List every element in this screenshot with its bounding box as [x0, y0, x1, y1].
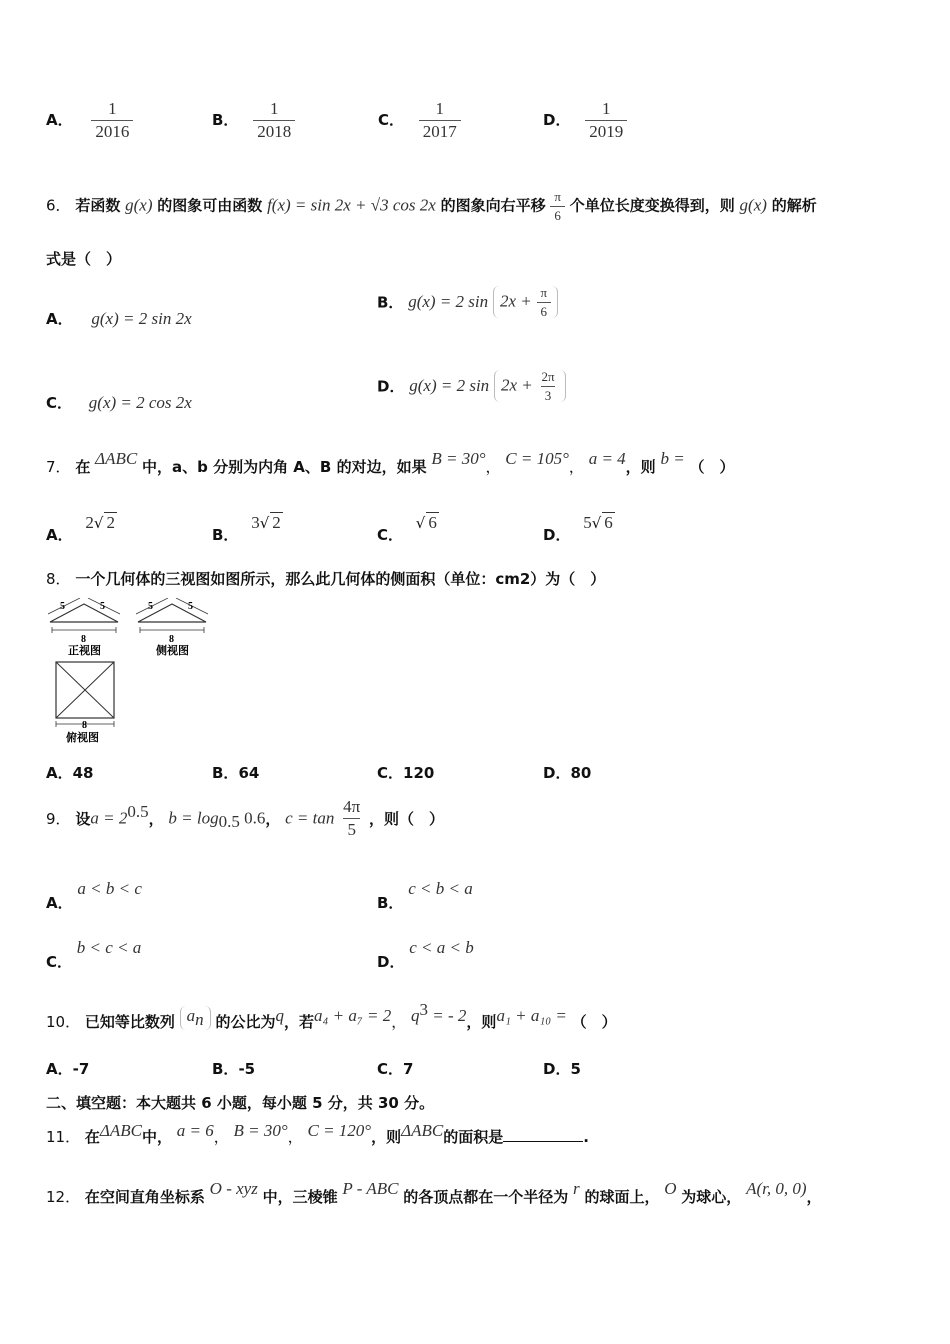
option-value: 7 [403, 1060, 414, 1078]
option-letter: C． [378, 110, 405, 129]
math-seq: a [186, 1006, 196, 1025]
math-g: g(x) [125, 195, 153, 215]
numerator: π [554, 189, 561, 204]
q8-option-a [46, 762, 93, 783]
dim-label: 5 [188, 601, 193, 612]
fraction [585, 100, 627, 141]
numerator: 4π [343, 797, 361, 816]
math-point-a: A(r, 0, 0) [746, 1179, 807, 1198]
front-view [48, 598, 120, 657]
sequence-brace [180, 1006, 211, 1030]
math-a: a = 2 [90, 808, 128, 828]
q6-stem-line2: 式是（ ） [46, 250, 122, 268]
log-base: 0.5 [218, 811, 240, 831]
q10-option-a [46, 1058, 89, 1079]
q7-option-a: A． 2√ 2 [46, 513, 115, 544]
q7-option-b: B． 3√ 2 [212, 513, 281, 544]
q10-option-b [212, 1058, 255, 1079]
math-radius: r [573, 1179, 580, 1198]
q6-option-a [46, 308, 192, 329]
option-value: 64 [238, 764, 260, 782]
stem-text: 的公比为 [215, 1013, 276, 1031]
answer-blank[interactable] [503, 1127, 583, 1142]
parenthesis [493, 286, 558, 318]
log-arg: 0.6 [239, 808, 266, 828]
stem-text: 的各顶点都在一个半径为 [403, 1188, 569, 1206]
q8-option-c [377, 762, 434, 783]
q5-option-c [378, 100, 461, 141]
math-coordinate-system: O - xyz [209, 1179, 258, 1198]
fraction [253, 100, 295, 141]
q10-option-d [543, 1058, 581, 1079]
option-expression: a < b < c [77, 879, 142, 898]
option-expression: g(x) = 2 sin [408, 292, 489, 312]
radicand: 6 [428, 513, 437, 532]
stem-text: 在空间直角坐标系 [84, 1188, 205, 1206]
math-q: q [275, 1006, 284, 1025]
option-letter: C． [377, 764, 404, 782]
q8-option-d [543, 762, 591, 783]
q9-option-b [377, 878, 473, 912]
stem-text: 个单位长度变换得到，则 [569, 196, 735, 215]
math-g: g(x) [739, 195, 767, 215]
math-triangle: ΔABC [401, 1121, 444, 1140]
stem-text: 在 [84, 1128, 100, 1146]
math-side-b: b = [660, 449, 685, 468]
fraction [537, 286, 552, 318]
denominator: 2017 [419, 120, 461, 141]
stem-text: 的球面上， [584, 1188, 660, 1206]
denominator: 6 [537, 302, 552, 319]
stem-text: 的解析 [771, 196, 817, 215]
q5-option-d [543, 100, 627, 141]
question-number: 11． [46, 1128, 81, 1146]
option-letter: B． [212, 764, 239, 782]
q6-option-c [46, 392, 192, 413]
stem-text: 设 [75, 809, 91, 828]
question-number: 8． [46, 570, 71, 588]
option-letter: C． [377, 1060, 404, 1078]
q9-option-d [377, 937, 474, 971]
q5-option-b [212, 100, 295, 141]
stem-text: 的图象可由函数 [157, 196, 263, 215]
coefficient: 3 [251, 513, 260, 532]
math-c: c = tan [285, 808, 335, 828]
question-number: 12． [46, 1188, 81, 1206]
math-angle-c: C = 105° [505, 449, 569, 468]
option-letter: B． [377, 894, 404, 912]
option-value: 48 [72, 764, 94, 782]
option-letter: D． [543, 110, 571, 129]
top-view-label: 俯视图 [66, 731, 99, 744]
dim-label: 5 [60, 601, 65, 612]
math-side-a: a = 6 [176, 1121, 214, 1140]
stem-text: ，则 [466, 1013, 497, 1031]
stem-text: ，则 [625, 458, 656, 476]
numerator: 1 [269, 99, 279, 118]
stem-text: ，则（ ） [369, 809, 445, 828]
side-view [136, 598, 208, 657]
stem-text: （ ） [571, 1013, 617, 1031]
option-value: 120 [403, 764, 435, 782]
fraction [91, 100, 133, 141]
numerator: 1 [435, 99, 445, 118]
option-letter: D． [543, 764, 571, 782]
three-view-figure [44, 598, 224, 748]
dim-label: 8 [169, 634, 174, 645]
q12-stem [46, 1179, 822, 1207]
stem-text: 为球心， [681, 1188, 742, 1206]
question-number: 7． [46, 458, 71, 476]
option-letter: A． [46, 764, 73, 782]
math-target: a₁ + a₁₀ = [496, 1006, 567, 1025]
option-letter: C． [377, 526, 404, 544]
q8-option-b [212, 762, 259, 783]
q7-option-c: C． √ 6 [377, 513, 437, 544]
option-letter: B． [212, 1060, 239, 1078]
stem-text: ，则 [371, 1128, 402, 1146]
option-letter: C． [46, 953, 73, 971]
q11-stem: 11． 在ΔABC中， a = 6， B = 30°， C = 120°，则ΔABC的面积是 . [46, 1121, 589, 1146]
option-letter: B． [377, 293, 404, 312]
dim-label: 5 [100, 601, 105, 612]
dim-label: 8 [81, 634, 86, 645]
option-value: -7 [72, 1060, 90, 1078]
math-triangle: ΔABC [99, 1121, 142, 1140]
numerator: 1 [601, 99, 611, 118]
front-view-label: 正视图 [68, 644, 101, 657]
q8-stem [46, 568, 605, 589]
math-condition: q [411, 1006, 420, 1025]
math-triangle: ΔABC [95, 449, 138, 468]
option-letter: D． [377, 377, 405, 396]
q9-option-c [46, 937, 142, 971]
option-expression: c < a < b [409, 938, 474, 957]
denominator: 6 [550, 206, 565, 223]
option-expression: 2x + [499, 291, 532, 311]
question-number: 6． [46, 196, 71, 215]
denominator: 3 [541, 386, 556, 403]
numerator: 2π [541, 369, 555, 384]
option-letter: A． [46, 526, 73, 544]
numerator: 1 [108, 99, 117, 118]
stem-text: 已知等比数列 [84, 1013, 175, 1031]
option-expression: c < b < a [408, 879, 473, 898]
radicand: 2 [272, 513, 281, 532]
option-value: 5 [570, 1060, 581, 1078]
q10-option-c [377, 1058, 413, 1079]
math-pyramid: P - ABC [342, 1179, 399, 1198]
parenthesis [494, 370, 566, 402]
option-expression: b < c < a [76, 938, 142, 957]
math-angle-b: B = 30° [233, 1121, 288, 1140]
denominator: 5 [343, 818, 360, 839]
stem-text: . [583, 1128, 589, 1146]
radicand: 6 [604, 513, 613, 532]
exponent: 0.5 [127, 801, 149, 821]
stem-text: ，若 [283, 1013, 314, 1031]
option-expression: g(x) = 2 sin 2x [91, 309, 192, 328]
option-letter: D． [543, 1060, 571, 1078]
stem-text: 在 [75, 458, 91, 476]
q6-option-d [377, 370, 566, 402]
fraction [339, 798, 364, 839]
top-view [56, 662, 114, 744]
math-angle-b: B = 30° [431, 449, 486, 468]
option-value: 80 [570, 764, 592, 782]
fraction [419, 100, 461, 141]
q10-stem: 10． 已知等比数列 $a_n$ 的公比为q，若a₄ + a₇ = 2， $q^3$ = - 2，则a₁ + a₁₀ = （ ） [46, 1000, 617, 1031]
side-view-label: 侧视图 [156, 644, 189, 657]
denominator: 2016 [91, 120, 133, 141]
math-condition: = - 2 [428, 1006, 467, 1025]
q6-stem [46, 190, 817, 222]
option-letter: A． [46, 1060, 73, 1078]
option-expression: g(x) = 2 sin [409, 376, 490, 396]
fraction [550, 190, 565, 222]
section-heading: 二、填空题：本大题共 6 小题，每小题 5 分，共 30 分。 [46, 1094, 435, 1112]
option-letter: A． [46, 894, 73, 912]
denominator: 2018 [253, 120, 295, 141]
option-value: -5 [238, 1060, 256, 1078]
denominator: 2019 [585, 120, 627, 141]
fraction [538, 370, 559, 402]
stem-text: 的图象向右平移 [440, 196, 546, 215]
dim-label: 8 [82, 720, 87, 731]
numerator: π [540, 285, 548, 300]
coefficient: 2 [85, 513, 94, 532]
stem-text: 中，三棱锥 [262, 1188, 338, 1206]
option-letter: C． [46, 394, 73, 412]
question-number: 10． [46, 1013, 81, 1031]
option-letter: D． [543, 526, 571, 544]
q9-stem: 9． 设$a = 2^{0.5}$， $b = \log_{0.5} 0.6$， c = tan $\frac{4\pi}{5}$ ，则（ ） [46, 797, 445, 839]
stem-text: 的面积是 [443, 1128, 504, 1146]
option-letter: A． [46, 110, 73, 129]
stem-text: 中，a、b 分别为内角 A、B 的对边，如果 [142, 458, 427, 476]
question-number: 9． [46, 809, 71, 828]
option-expression: 2x + [500, 375, 533, 395]
q6-option-b [377, 286, 558, 318]
radicand: 2 [106, 513, 115, 532]
math-b: b = log [168, 808, 219, 828]
math-f: f(x) = sin 2x + √3 cos 2x [267, 195, 436, 215]
stem-text: 一个几何体的三视图如图所示，那么此几何体的侧面积（单位：cm2）为（ ） [75, 570, 606, 588]
coefficient: 5 [583, 513, 592, 532]
q9-option-a [46, 878, 142, 912]
stem-text: （ ） [689, 458, 735, 476]
q7-stem: 7． 在 ΔABC 中，a、b 分别为内角 A、B 的对边，如果 B = 30°， C = 105°， a = 4，则 b = （ ） [46, 449, 735, 476]
subscript: n [195, 1010, 204, 1029]
option-expression: g(x) = 2 cos 2x [88, 393, 192, 412]
option-letter: B． [212, 526, 239, 544]
exponent: 3 [419, 1000, 429, 1019]
dim-label: 5 [148, 601, 153, 612]
math-angle-c: C = 120° [307, 1121, 372, 1140]
stem-text: ， [806, 1188, 822, 1206]
math-center: O [664, 1179, 677, 1198]
q5-option-a [46, 100, 133, 141]
stem-text: 若函数 [75, 196, 121, 215]
option-letter: B． [212, 110, 239, 129]
q7-option-d: D． 5√ 6 [543, 513, 613, 544]
math-side-a: a = 4 [588, 449, 626, 468]
option-letter: A． [46, 310, 73, 328]
stem-text: 中， [141, 1128, 172, 1146]
math-condition: a₄ + a₇ = 2 [313, 1006, 392, 1025]
option-letter: D． [377, 953, 405, 971]
